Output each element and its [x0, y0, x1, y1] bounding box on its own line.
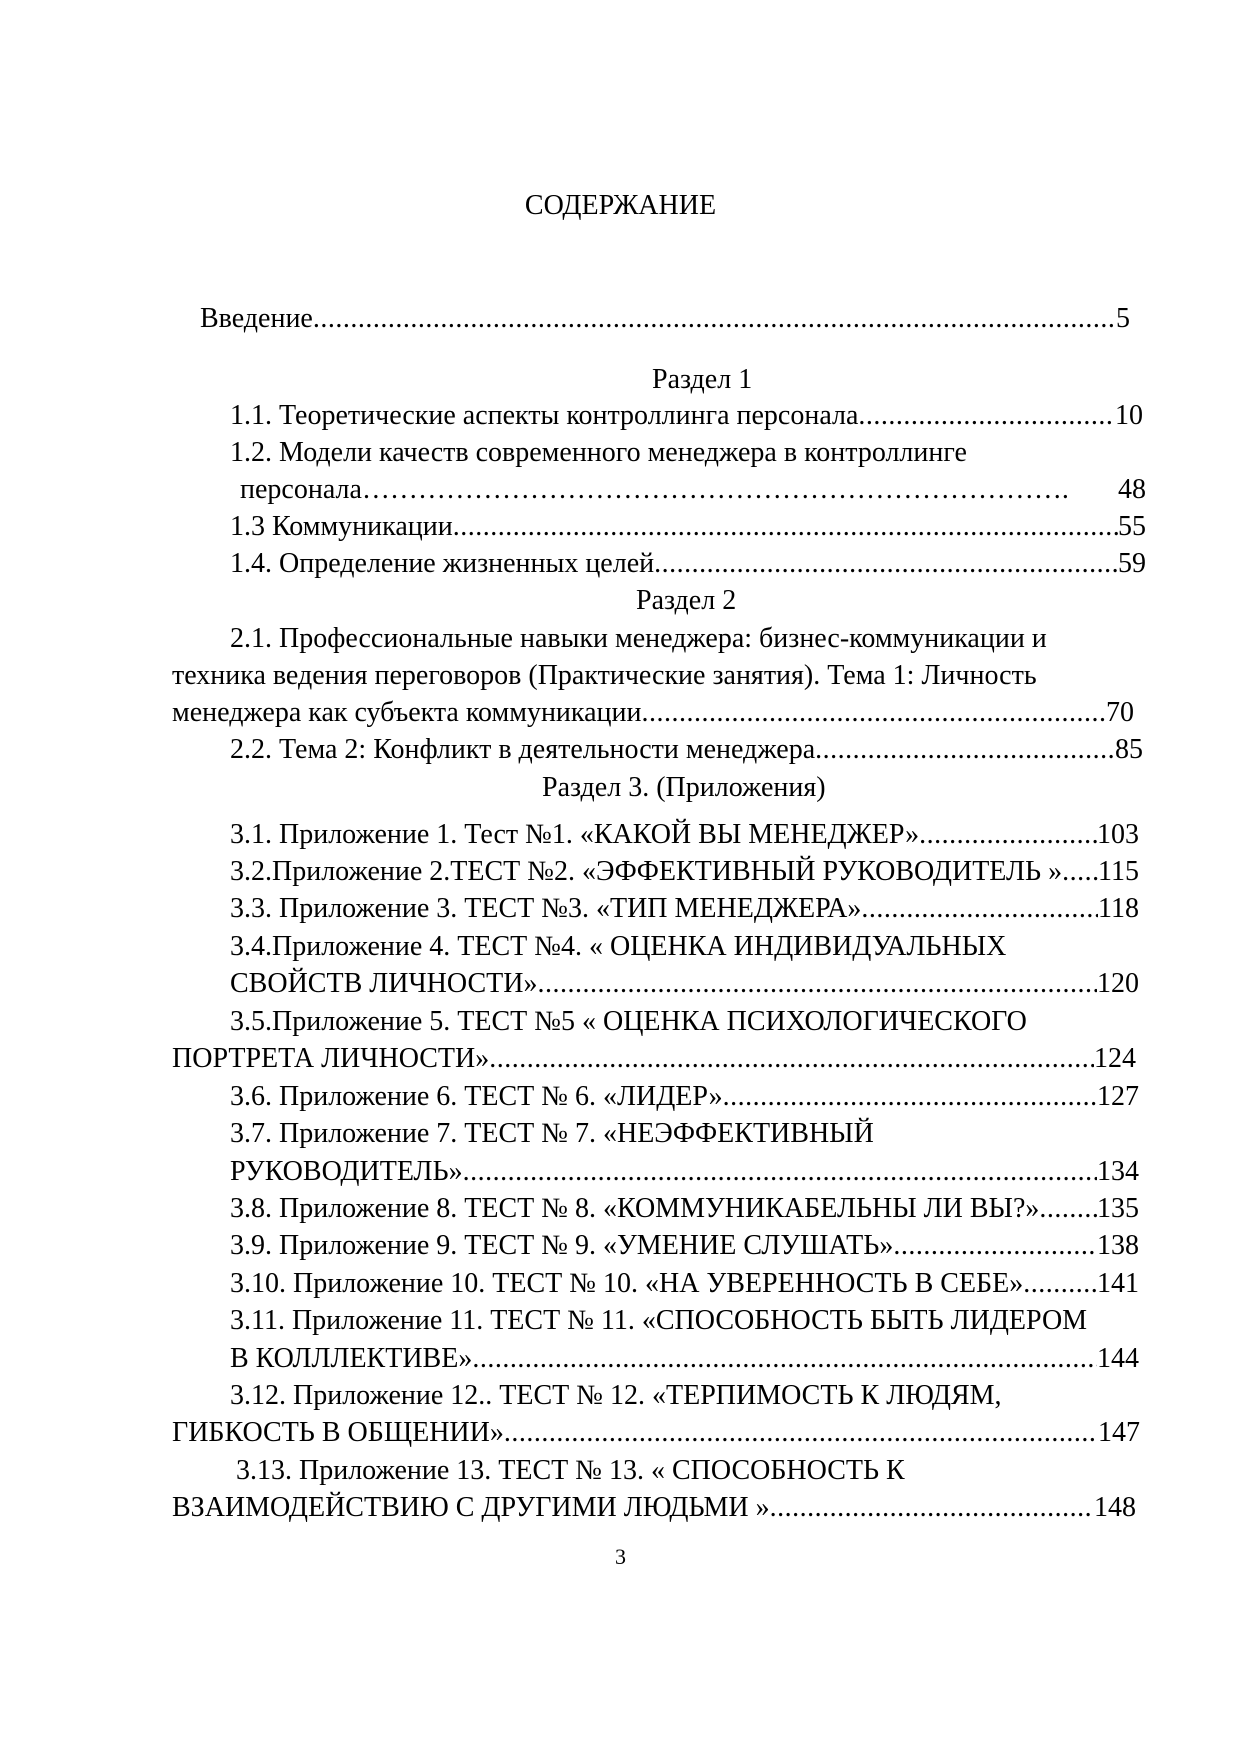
toc-page-number: 103 — [1097, 819, 1139, 850]
toc-page-number: 120 — [1097, 968, 1139, 999]
toc-entry-3-7-line1: 3.7. Приложение 7. ТЕСТ № 7. «НЕЭФФЕКТИВНЫЙ — [230, 1118, 874, 1149]
toc-entry-label: 1.4. Определение жизненных целей — [230, 548, 655, 579]
toc-entry-3-5 — [172, 1041, 1136, 1077]
toc-entry-3-11 — [230, 1341, 1139, 1377]
toc-leader-dots — [472, 1341, 1097, 1377]
toc-leader-dots — [537, 966, 1097, 1002]
toc-entry-1-3 — [230, 509, 1146, 545]
toc-leader-dots — [654, 546, 1118, 582]
toc-entry-3-12 — [172, 1415, 1140, 1451]
toc-entry-1-2-line1: 1.2. Модели качеств современного менеджера в контроллинге — [230, 437, 967, 468]
toc-entry-label: 3.1. Приложение 1. Тест №1. «КАКОЙ ВЫ МЕНЕДЖЕР» — [230, 819, 920, 850]
toc-page-number: 70 — [1106, 697, 1134, 728]
section-heading-2: Раздел 2 — [636, 585, 737, 616]
toc-page-number: 59 — [1118, 548, 1146, 579]
toc-page-number: 141 — [1097, 1268, 1139, 1299]
toc-page-number: 148 — [1094, 1492, 1136, 1523]
toc-entry-label: 1.3 Коммуникации — [230, 511, 453, 542]
toc-entry-3-13-line1: 3.13. Приложение 13. ТЕСТ № 13. « СПОСОБНОСТЬ К — [236, 1455, 905, 1486]
toc-entry-label: В КОЛЛЛЕКТИВЕ» — [230, 1343, 473, 1374]
toc-leader-dots — [815, 732, 1115, 768]
toc-page-number: 135 — [1097, 1193, 1139, 1224]
toc-leader-dots — [919, 817, 1097, 853]
toc-entry-label: 3.3. Приложение 3. ТЕСТ №3. «ТИП МЕНЕДЖЕРА» — [230, 893, 862, 924]
toc-entry-label: персонала…………………………………………………………………. — [240, 474, 1069, 505]
toc-entry-2-2 — [230, 732, 1143, 768]
toc-leader-dots — [1039, 1191, 1097, 1227]
toc-entry-intro — [200, 301, 1130, 337]
section-heading-3: Раздел 3. (Приложения) — [542, 772, 826, 803]
toc-page-number: 5 — [1116, 303, 1130, 334]
toc-entry-3-10 — [230, 1266, 1139, 1302]
toc-entry-3-4 — [230, 966, 1139, 1002]
toc-entry-3-13 — [172, 1490, 1136, 1526]
toc-entry-label: 3.10. Приложение 10. ТЕСТ № 10. «НА УВЕРЕННОСТЬ В СЕБЕ» — [230, 1268, 1024, 1299]
toc-entry-label: Введение — [200, 303, 313, 334]
toc-entry-3-4-line1: 3.4.Приложение 4. ТЕСТ №4. « ОЦЕНКА ИНДИВИДУАЛЬНЫХ — [230, 931, 1007, 962]
toc-entry-label: РУКОВОДИТЕЛЬ» — [230, 1156, 463, 1187]
toc-entry-2-1-line1: 2.1. Профессиональные навыки менеджера: бизнес-коммуникации и — [230, 623, 1047, 654]
toc-entry-2-1 — [172, 695, 1134, 731]
toc-entry-1-1 — [230, 398, 1143, 434]
toc-entry-3-5-line1: 3.5.Приложение 5. ТЕСТ №5 « ОЦЕНКА ПСИХОЛОГИЧЕСКОГО — [230, 1006, 1027, 1037]
toc-page-number: 48 — [1118, 474, 1146, 505]
toc-entry-label: 3.8. Приложение 8. ТЕСТ № 8. «КОММУНИКАБЕЛЬНЫ ЛИ ВЫ?» — [230, 1193, 1040, 1224]
toc-entry-3-11-line1: 3.11. Приложение 11. ТЕСТ № 11. «СПОСОБНОСТЬ БЫТЬ ЛИДЕРОМ — [230, 1305, 1088, 1336]
toc-leader-dots — [1062, 854, 1098, 890]
toc-leader-dots — [861, 891, 1098, 927]
toc-leader-dots — [641, 695, 1106, 731]
toc-entry-3-3 — [230, 891, 1139, 927]
toc-leader-dots — [504, 1415, 1098, 1451]
toc-entry-3-2 — [230, 854, 1139, 890]
toc-page-number: 144 — [1097, 1343, 1139, 1374]
toc-entry-label: 2.2. Тема 2: Конфликт в деятельности менеджера — [230, 734, 816, 765]
toc-leader-dots — [313, 301, 1116, 337]
toc-entry-2-1-line2: техника ведения переговоров (Практические занятия). Тема 1: Личность — [172, 660, 1037, 691]
toc-leader-dots — [453, 509, 1118, 545]
toc-page-number: 124 — [1094, 1043, 1136, 1074]
toc-leader-dots — [770, 1490, 1094, 1526]
toc-leader-dots — [463, 1154, 1097, 1190]
toc-page-number: 118 — [1098, 893, 1139, 924]
toc-entry-label: 3.9. Приложение 9. ТЕСТ № 9. «УМЕНИЕ СЛУШАТЬ» — [230, 1230, 894, 1261]
toc-page-number: 147 — [1098, 1417, 1140, 1448]
toc-entry-1-2 — [240, 472, 1146, 508]
toc-leader-dots — [489, 1041, 1094, 1077]
toc-entry-3-12-line1: 3.12. Приложение 12.. ТЕСТ № 12. «ТЕРПИМОСТЬ К ЛЮДЯМ, — [230, 1380, 1002, 1411]
toc-leader-dots — [1023, 1266, 1097, 1302]
toc-entry-1-4 — [230, 546, 1146, 582]
toc-entry-3-8 — [230, 1191, 1139, 1227]
toc-entry-label: 1.1. Теоретические аспекты контроллинга персонала — [230, 400, 859, 431]
toc-page-number: 10 — [1115, 400, 1143, 431]
toc-leader-dots — [893, 1228, 1097, 1264]
toc-page-number: 134 — [1097, 1156, 1139, 1187]
toc-page-number: 55 — [1118, 511, 1146, 542]
toc-leader-dots — [858, 398, 1115, 434]
toc-entry-label: ГИБКОСТЬ В ОБЩЕНИИ» — [172, 1417, 504, 1448]
toc-page-number: 127 — [1097, 1081, 1139, 1112]
page-title: СОДЕРЖАНИЕ — [524, 190, 717, 221]
toc-page-number: 115 — [1098, 856, 1139, 887]
toc-entry-3-9 — [230, 1228, 1139, 1264]
toc-entry-3-6 — [230, 1079, 1139, 1115]
toc-page-number: 138 — [1097, 1230, 1139, 1261]
section-heading-1: Раздел 1 — [652, 364, 753, 395]
toc-entry-3-1 — [230, 817, 1139, 853]
toc-leader-dots — [723, 1079, 1097, 1115]
toc-entry-label: СВОЙСТВ ЛИЧНОСТИ» — [230, 968, 538, 999]
toc-entry-label: ПОРТРЕТА ЛИЧНОСТИ» — [172, 1043, 490, 1074]
toc-entry-label: 3.6. Приложение 6. ТЕСТ № 6. «ЛИДЕР» — [230, 1081, 723, 1112]
toc-page-number: 85 — [1115, 734, 1143, 765]
toc-entry-label: 3.2.Приложение 2.ТЕСТ №2. «ЭФФЕКТИВНЫЙ РУКОВОДИТЕЛЬ » — [230, 856, 1063, 887]
toc-entry-label: менеджера как субъекта коммуникации — [172, 697, 642, 728]
toc-entry-3-7 — [230, 1154, 1139, 1190]
page-number: 3 — [615, 1544, 626, 1569]
toc-entry-label: ВЗАИМОДЕЙСТВИЮ С ДРУГИМИ ЛЮДЬМИ » — [172, 1492, 770, 1523]
